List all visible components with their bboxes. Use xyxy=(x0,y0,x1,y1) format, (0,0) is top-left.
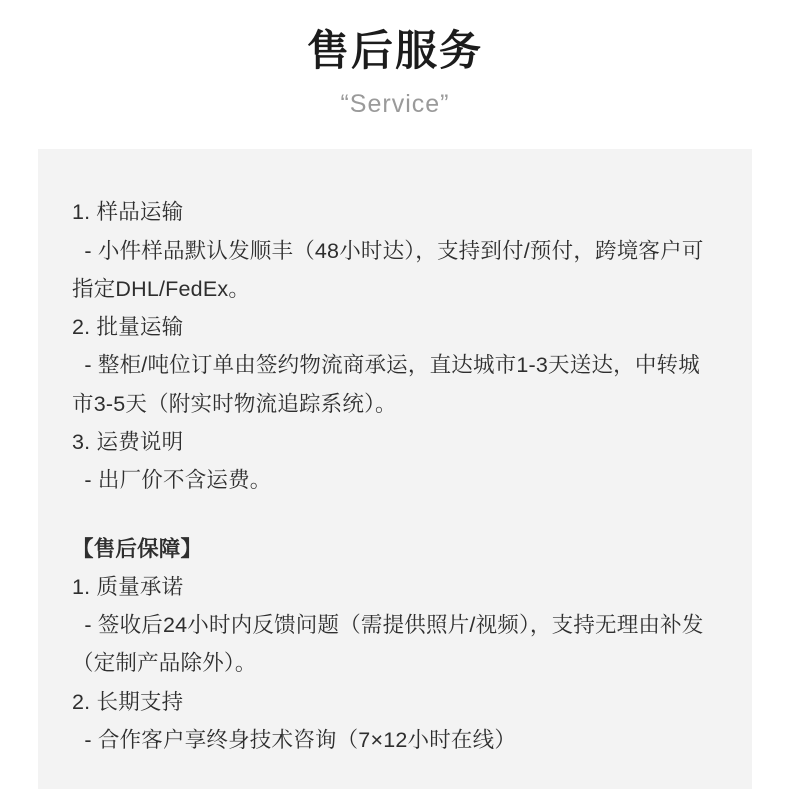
guarantee-line: - 签收后24小时内反馈问题（需提供照片/视频），支持无理由补发（定制产品除外）。 xyxy=(72,613,704,676)
page-title: 售后服务 xyxy=(306,27,483,74)
shipping-line: 1. 样品运输 xyxy=(72,200,184,225)
shipping-line: - 出厂价不含运费。 xyxy=(72,468,272,493)
guarantee-section xyxy=(72,530,718,760)
guarantee-line: 1. 质量承诺 xyxy=(72,574,184,599)
guarantee-line: - 合作客户享终身技术咨询（7×12小时在线） xyxy=(72,727,517,752)
service-content-panel xyxy=(38,149,752,789)
shipping-section xyxy=(72,193,718,499)
shipping-line: 2. 批量运输 xyxy=(72,315,184,340)
guarantee-line: 2. 长期支持 xyxy=(72,689,184,714)
guarantee-heading: 【售后保障】 xyxy=(72,536,203,561)
section-spacer xyxy=(72,500,718,530)
page-subtitle: “Service” xyxy=(340,90,450,119)
page-header xyxy=(0,0,790,119)
shipping-line: - 整柜/吨位订单由签约物流商承运，直达城市1-3天送达，中转城市3-5天（附实时物流追踪系统）。 xyxy=(72,353,700,416)
shipping-line: - 小件样品默认发顺丰（48小时达），支持到付/预付，跨境客户可指定DHL/FedEx。 xyxy=(72,238,704,301)
shipping-line: 3. 运费说明 xyxy=(72,429,184,454)
